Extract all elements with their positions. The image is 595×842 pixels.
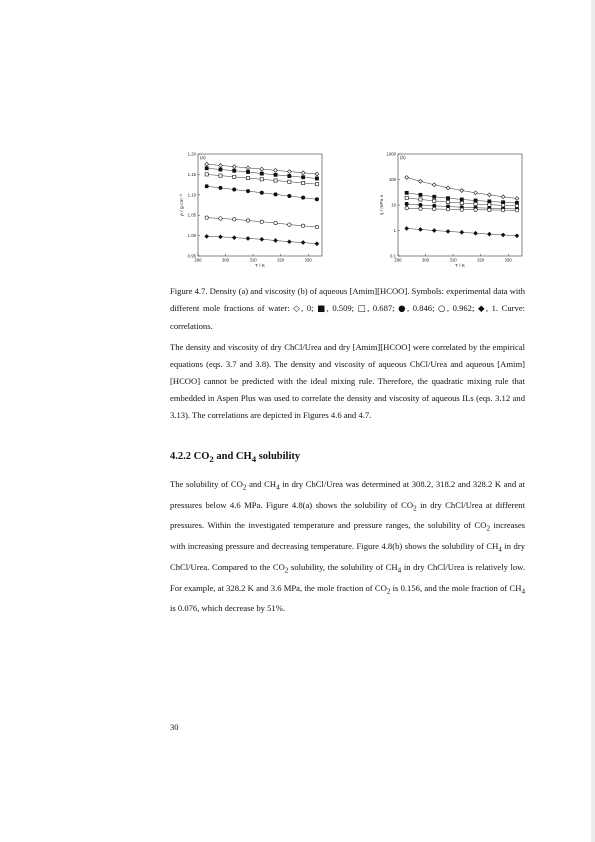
data-point bbox=[233, 169, 236, 172]
data-point bbox=[301, 241, 305, 245]
data-point bbox=[205, 167, 208, 170]
data-point bbox=[315, 177, 318, 180]
page-edge bbox=[591, 0, 595, 842]
x-tick-label: 320 bbox=[477, 257, 485, 263]
data-point bbox=[302, 181, 305, 184]
x-tick-label: 330 bbox=[504, 257, 512, 263]
data-point bbox=[301, 171, 305, 175]
data-point bbox=[315, 183, 318, 186]
data-point bbox=[474, 191, 478, 195]
data-point bbox=[233, 175, 236, 178]
data-point bbox=[446, 200, 449, 203]
x-tick-label: 290 bbox=[394, 257, 402, 263]
paragraph-solubility bbox=[170, 476, 525, 617]
y-tick-label: 1000 bbox=[386, 151, 396, 157]
text-run: in dry ChCl/Urea at different pressures. Within the investigated temperature and pressure ranges, the solubility of CO bbox=[170, 499, 525, 531]
data-point bbox=[432, 229, 436, 233]
caption-value: , 0.687; bbox=[367, 303, 399, 313]
data-point bbox=[419, 198, 422, 201]
y-axis-label: ρ / g·cm⁻³ bbox=[180, 194, 185, 216]
data-point bbox=[246, 176, 249, 179]
data-point bbox=[501, 233, 505, 237]
y-tick-label: 1.00 bbox=[187, 233, 196, 239]
data-point bbox=[246, 219, 249, 222]
text-run: in dry ChCl/Urea was determined at 308.2, 318.2 and 328.2 K and at pressures below 4.6 MPa. Figure 4.8(a) shows the solubility of CO bbox=[170, 479, 525, 510]
subscript: 4 bbox=[276, 483, 280, 492]
data-point bbox=[246, 170, 249, 173]
caption-value: , 0.962; bbox=[446, 303, 478, 313]
text-run: in dry ChCl/Urea. Compared to the CO bbox=[170, 541, 525, 572]
heading-co2: CO bbox=[193, 451, 210, 462]
y-tick-label: 1.20 bbox=[187, 151, 196, 157]
data-point bbox=[205, 216, 208, 219]
data-point bbox=[260, 220, 263, 223]
y-tick-label: 1.05 bbox=[187, 212, 196, 218]
data-point bbox=[315, 225, 318, 228]
data-point bbox=[260, 167, 264, 171]
data-point bbox=[419, 203, 422, 206]
data-point bbox=[419, 193, 422, 196]
data-point bbox=[433, 199, 436, 202]
data-point bbox=[219, 168, 222, 171]
data-point bbox=[515, 209, 518, 212]
data-point bbox=[501, 195, 505, 199]
data-point bbox=[446, 186, 450, 190]
x-axis-label: T / K bbox=[454, 264, 466, 269]
data-point bbox=[219, 235, 223, 239]
y-tick-label: 1 bbox=[393, 228, 396, 233]
data-point bbox=[474, 199, 477, 202]
data-point bbox=[460, 198, 463, 201]
data-point bbox=[301, 224, 304, 227]
data-point bbox=[219, 186, 222, 189]
symbol-filled-square: ■ bbox=[317, 304, 327, 314]
text-run: is 0.076, which decrease by 51%. bbox=[170, 603, 286, 614]
data-point bbox=[205, 185, 208, 188]
page-number: 30 bbox=[170, 722, 179, 732]
data-point bbox=[274, 193, 277, 196]
text-run: solubility, the solubility of CH bbox=[288, 561, 398, 572]
data-point bbox=[502, 201, 505, 204]
data-point bbox=[246, 166, 250, 170]
y-tick-label: 0.95 bbox=[187, 253, 196, 259]
data-point bbox=[474, 231, 478, 235]
data-point bbox=[488, 208, 491, 211]
data-point bbox=[460, 189, 464, 193]
symbol-open-diamond: ◇ bbox=[293, 304, 302, 314]
caption-value: , 1. Curve: correlations. bbox=[170, 303, 526, 331]
data-point bbox=[233, 218, 236, 221]
data-point bbox=[405, 176, 409, 180]
data-point bbox=[260, 172, 263, 175]
data-point bbox=[315, 242, 319, 246]
text-run: in dry ChCl/Urea is relatively low. For example, at 328.2 K and 3.6 MPa, the mole fraction of CO bbox=[170, 561, 525, 593]
density-chart bbox=[170, 148, 325, 270]
data-point bbox=[302, 176, 305, 179]
subscript: 4 bbox=[498, 545, 502, 554]
symbol-open-square: □ bbox=[357, 304, 368, 314]
caption-value: , 0; bbox=[301, 303, 318, 313]
text-run: and CH bbox=[246, 479, 277, 489]
y-tick-label: 1.10 bbox=[187, 192, 196, 198]
data-point bbox=[274, 179, 277, 182]
figure-4-7 bbox=[170, 148, 525, 270]
x-axis-label: T / K bbox=[254, 264, 266, 269]
subscript: 2 bbox=[386, 587, 391, 596]
y-tick-label: 1.15 bbox=[187, 171, 196, 177]
subscript: 2 bbox=[413, 504, 417, 513]
paragraph-correlation: The density and viscosity of dry ChCl/Urea and dry [Amim][HCOO] were correlated by the empirical equations (eqs. 3.7 and 3.8). The density and viscosity of aqueous ChCl/Urea and aqueous [Amim][HCOO] cannot be predicted with the ideal mixing rule. Therefore, the quadratic mixing rule that embedded in Aspen Plus was used to correlate the density and viscosity of aqueous ILs (eqs. 3.12 and 3.13). The correlations are depicted in Figures 4.6 and 4.7. bbox=[170, 342, 525, 420]
panel-label: (b) bbox=[400, 155, 406, 160]
x-tick-label: 290 bbox=[194, 257, 202, 263]
data-point bbox=[315, 198, 318, 201]
y-tick-label: 0.1 bbox=[390, 253, 396, 259]
section-number: 4.2.2 bbox=[170, 451, 191, 462]
data-point bbox=[205, 162, 209, 166]
data-point bbox=[232, 236, 236, 240]
data-point bbox=[205, 173, 208, 176]
data-point bbox=[446, 230, 450, 234]
viscosity-chart bbox=[370, 148, 525, 270]
data-point bbox=[219, 164, 223, 168]
x-tick-label: 310 bbox=[249, 257, 257, 263]
data-point bbox=[419, 228, 423, 232]
data-point bbox=[260, 237, 264, 241]
data-point bbox=[233, 188, 236, 191]
data-point bbox=[274, 221, 277, 224]
data-point bbox=[205, 235, 209, 239]
data-point bbox=[288, 174, 291, 177]
text-run: is 0.156, and the mole fraction of CH bbox=[390, 582, 522, 593]
x-tick-label: 300 bbox=[421, 257, 430, 263]
caption-value: , 0.846; bbox=[407, 303, 439, 313]
data-point bbox=[433, 195, 436, 198]
data-point bbox=[487, 193, 491, 197]
data-point bbox=[515, 197, 519, 201]
data-point bbox=[301, 196, 304, 199]
data-point bbox=[405, 206, 408, 209]
data-point bbox=[405, 202, 408, 205]
data-point bbox=[419, 179, 423, 183]
data-point bbox=[487, 232, 491, 236]
data-point bbox=[246, 237, 250, 241]
data-point bbox=[488, 200, 491, 203]
data-point bbox=[419, 207, 422, 210]
data-point bbox=[460, 201, 463, 204]
symbol-filled-circle: ● bbox=[398, 304, 408, 314]
data-point bbox=[232, 165, 236, 169]
subscript: 2 bbox=[486, 525, 491, 534]
subscript: 2 bbox=[242, 483, 247, 492]
x-tick-label: 310 bbox=[449, 257, 457, 263]
data-point bbox=[219, 217, 222, 220]
x-tick-label: 320 bbox=[277, 257, 285, 263]
data-point bbox=[446, 208, 449, 211]
y-tick-label: 10 bbox=[391, 202, 396, 208]
data-point bbox=[405, 191, 408, 194]
data-point bbox=[274, 239, 278, 243]
data-point bbox=[460, 208, 463, 211]
data-point bbox=[405, 227, 409, 231]
subscript: 2 bbox=[284, 566, 289, 575]
symbol-filled-diamond: ◆ bbox=[477, 304, 486, 314]
data-point bbox=[432, 183, 436, 187]
text-run: increases with increasing pressure and decreasing temperature. Figure 4.8(b) shows the solubility of CH bbox=[170, 520, 525, 552]
data-point bbox=[288, 194, 291, 197]
y-tick-label: 100 bbox=[388, 177, 396, 182]
symbol-open-circle: ○ bbox=[438, 304, 447, 314]
panel-label: (a) bbox=[200, 155, 206, 160]
data-point bbox=[260, 191, 263, 194]
data-point bbox=[446, 197, 449, 200]
data-point bbox=[515, 234, 519, 238]
heading-rest: solubility bbox=[258, 451, 301, 462]
data-point bbox=[246, 189, 249, 192]
data-point bbox=[219, 174, 222, 177]
data-point bbox=[260, 178, 263, 181]
subscript: 4 bbox=[521, 587, 526, 596]
heading-subscript: 4 bbox=[251, 454, 257, 465]
subscript: 4 bbox=[397, 566, 402, 575]
data-point bbox=[274, 168, 278, 172]
x-tick-label: 300 bbox=[221, 257, 230, 263]
data-point bbox=[474, 208, 477, 211]
data-point bbox=[287, 170, 291, 174]
caption-lead: Figure 4.7. Density (a) and viscosity (b) of aqueous [Amim][HCOO]. Symbols: experimental data with different mole fractions of water: bbox=[170, 286, 525, 313]
data-point bbox=[433, 207, 436, 210]
figure-caption bbox=[170, 283, 525, 335]
data-point bbox=[502, 204, 505, 207]
y-axis-label: η / mPa·s bbox=[380, 194, 385, 216]
data-point bbox=[315, 172, 319, 176]
data-point bbox=[460, 230, 464, 234]
caption-value: , 0.509; bbox=[326, 303, 358, 313]
data-point bbox=[287, 240, 291, 244]
data-point bbox=[488, 203, 491, 206]
text-run: The solubility of CO bbox=[170, 479, 243, 489]
data-point bbox=[274, 173, 277, 176]
data-point bbox=[288, 180, 291, 183]
data-point bbox=[501, 208, 504, 211]
x-tick-label: 330 bbox=[304, 257, 312, 263]
data-point bbox=[474, 202, 477, 205]
heading-ch4: and CH bbox=[216, 451, 252, 462]
section-heading bbox=[170, 451, 300, 464]
data-point bbox=[288, 223, 291, 226]
heading-subscript: 2 bbox=[209, 454, 214, 465]
data-point bbox=[405, 196, 408, 199]
